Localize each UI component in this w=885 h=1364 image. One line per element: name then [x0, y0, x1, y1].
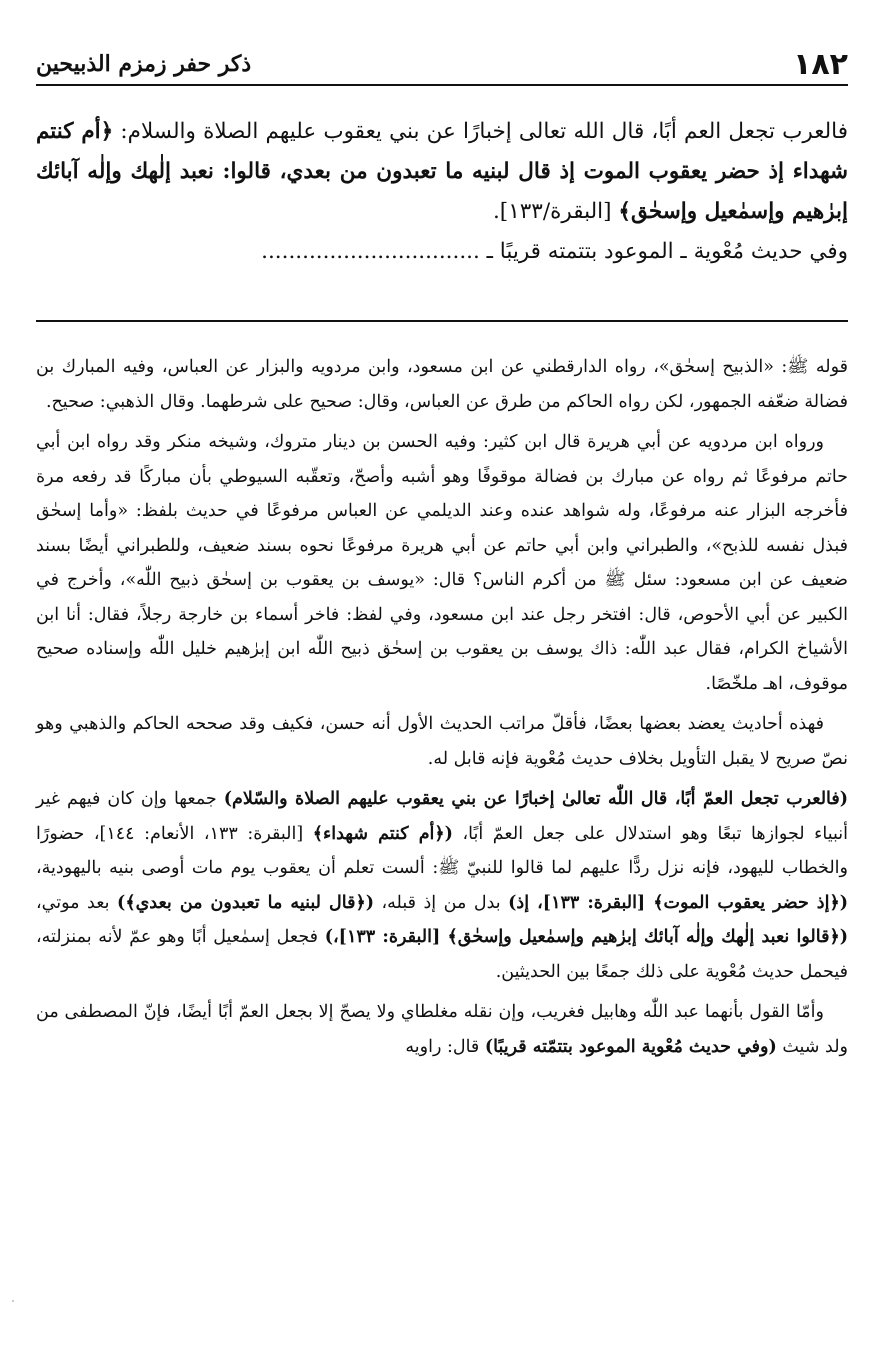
- commentary-paragraph-5: [36, 995, 848, 1064]
- quoted-matn-3: (﴿إذ حضر يعقوب الموت﴾ [البقرة: ١٣٣]، إذ): [508, 892, 848, 913]
- commentary-text-4: بعد موتي،: [36, 892, 118, 913]
- quoted-matn-5: (﴿قالوا نعبد إلٰهك وإلٰه آبائك إبرٰهيم وإسمٰعيل وإسحٰق﴾ [البقرة: ١٣٣]،): [324, 927, 848, 947]
- page-header: [36, 44, 848, 86]
- main-text: [36, 112, 848, 272]
- verse-reference: [البقرة/١٣٣].: [492, 199, 619, 224]
- commentary-text-2: [البقرة: ١٣٣، الأنعام: ١٤٤]، حضورًا والخطاب لليهود، فإنه نزل ردًّا عليهم لما قالوا للنبيّ ﷺ: ألست تعلم أن يعقوب يوم مات أوصى بنيه باليهودية،: [36, 823, 848, 878]
- running-title: ذكر حفر زمزم الذبيحين: [36, 51, 252, 77]
- commentary-paragraph-3: فهذه أحاديث يعضد بعضها بعضًا، فأقلّ مراتب الحديث الأول أنه حسن، فكيف وقد صححه الحاكم والذهبي وهو نصّ صريح لا يقبل التأويل بخلاف حديث مُعْوية فإنه قابل له.: [36, 714, 848, 769]
- commentary-text-5: فجعل إسمٰعيل أبًا وهو عمّ لأنه بمنزلته، فيحمل حديث مُعْوية على ذلك جمعًا بين الحديثين.: [36, 927, 848, 982]
- page-number: ١٨٢: [793, 46, 848, 82]
- commentary-paragraph-1: قوله ﷺ: «الذبيح إسحٰق»، رواه الدارقطني عن ابن مسعود، وابن مردويه والبزار عن العباس، وفيه المبارك بن فضالة ضعّفه الجمهور، لكن رواه الحاكم من طرق عن العباس، وقال: صحيح على شرطهما. وقال الذهبي: صحيح.: [36, 357, 848, 412]
- commentary-text-7: قال: راويه: [405, 1036, 485, 1057]
- ellipsis-dots: ................................: [261, 239, 480, 264]
- commentary-text-1: جمعها وإن كان فيهم غير أنبياء لجوازها تبعًا وهو استدلال على جعل العمّ أبًا،: [36, 789, 848, 844]
- main-text-intro: فالعرب تجعل العم أبًا، قال الله تعالى إخبارًا عن بني يعقوب عليهم الصلاة والسلام:: [113, 119, 848, 144]
- commentary-text-3: بدل من إذ قبله،: [373, 892, 509, 913]
- quoted-matn-1: (فالعرب تجعل العمّ أبًا، قال اللّٰه تعالىٰ إخبارًا عن بني يعقوب عليهم الصلاة والسّلام): [223, 789, 848, 809]
- section-divider: [36, 320, 848, 322]
- quoted-matn-6: (وفي حديث مُعْوية الموعود بتتمّته قريبًا): [484, 1036, 777, 1057]
- scan-speck: [12, 1300, 14, 1302]
- commentary-paragraph-4: [36, 782, 848, 989]
- quoted-matn-2: (﴿أم كنتم شهداء﴾: [312, 823, 453, 844]
- quran-verse: ﴿أم كنتم شهداء إذ حضر يعقوب الموت إذ قال لبنيه ما تعبدون من بعدي، قالوا: نعبد إلٰهك وإلٰه آبائك إبرٰهيم وإسمٰعيل وإسحٰق﴾: [36, 119, 848, 224]
- commentary-text-6: وأمّا القول بأنهما عبد اللّٰه وهابيل فغريب، وإن نقله مغلطاي ولا يصحّ إلا بجعل العمّ أبًا أيضًا، فإنّ المصطفى من ولد شيث: [36, 1002, 848, 1057]
- hadith-mention: وفي حديث مُعْوية ـ الموعود بتتمته قريبًا ـ: [479, 239, 848, 264]
- commentary-paragraph-2: ورواه ابن مردويه عن أبي هريرة قال ابن كثير: وفيه الحسن بن دينار متروك، وشيخه منكر وقد رواه ابن أبي حاتم مرفوعًا ثم رواه عن مبارك بن فضالة موقوفًا وهو أشبه وأصحّ، وتعقّبه السيوطي بأن مباركًا قد رفعه مرة فأخرجه البزار عنه مرفوعًا، وله شواهد عنده وعند الديلمي عن العباس مرفوعًا في حديث بلفظ: «وأما إسحٰق فبذل نفسه للذبح»، والطبراني وابن أبي حاتم عن أبي هريرة مرفوعًا نحوه بسند ضعيف، وللطبراني أيضًا بسند ضعيف عن ابن مسعود: سئل ﷺ من أكرم الناس؟ قال: «يوسف بن يعقوب بن إسحٰق ذبيح اللّٰه»، وأخرج في الكبير عن أبي الأحوص، قال: افتخر رجل عند ابن مسعود، وفي لفظ: فاخر أسماء بن خارجة رجلاً، فقال: أنا ابن الأشياخ الكرام، فقال عبد اللّٰه: ذاك يوسف بن يعقوب بن إسحٰق ذبيح اللّٰه ابن إبرٰهيم خليل اللّٰه وإسناده صحيح موقوف، اهـ ملخّصًا.: [36, 432, 848, 694]
- commentary: [36, 350, 848, 1070]
- main-paragraph: [36, 112, 848, 232]
- main-paragraph-2: [36, 232, 848, 272]
- quoted-matn-4: (﴿قال لبنيه ما تعبدون من بعدي﴾): [117, 892, 374, 913]
